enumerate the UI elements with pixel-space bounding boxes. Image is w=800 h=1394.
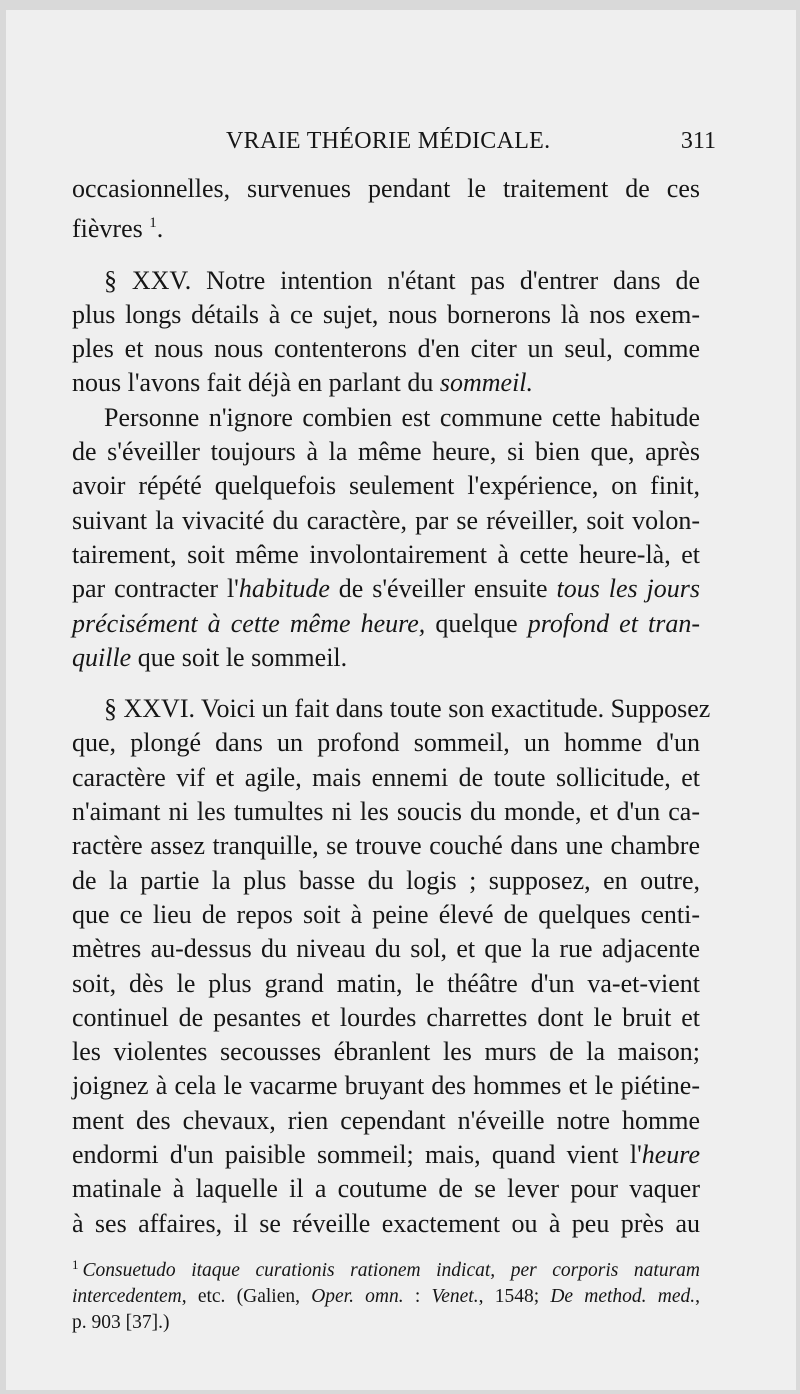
footnote-reference: 1 bbox=[149, 215, 157, 232]
paragraph-gap bbox=[72, 247, 700, 264]
text-line: ractère assez tranquille, se trouve couché dans une chambre bbox=[72, 831, 700, 861]
text-line: ples et nous nous contenterons d'en citer un seul, comme bbox=[72, 334, 700, 364]
text-line: § XXV. Notre intention n'étant pas d'entrer dans de bbox=[104, 265, 700, 295]
text-line bbox=[72, 1138, 700, 1172]
emphasis-text: heure bbox=[641, 1140, 700, 1170]
text-fragment: endormi d'un paisible sommeil; mais, quand vient l' bbox=[72, 1140, 642, 1170]
text-line: tairement, soit même involontairement à cette heure-là, et bbox=[72, 539, 700, 569]
paragraph-habit bbox=[72, 401, 700, 675]
text-line: soit, dès le plus grand matin, le théâtre d'un va-et-vient bbox=[72, 968, 700, 998]
footnote-mark: 1 bbox=[72, 1257, 79, 1272]
text-fragment: , etc. (Galien, bbox=[181, 1286, 312, 1307]
text-fragment: , 1548; bbox=[478, 1286, 551, 1307]
text-line: suivant la vivacité du caractère, par se réveiller, soit volon- bbox=[72, 505, 700, 535]
text-line: continuel de pesantes et lourdes charrettes dont le bruit et bbox=[72, 1002, 700, 1032]
text-fragment: par contracter l' bbox=[72, 574, 239, 604]
text-fragment: fièvres bbox=[72, 214, 143, 244]
footnote bbox=[72, 1252, 700, 1336]
text-line bbox=[72, 607, 700, 641]
text-line: matinale à laquelle il a coutume de se lever pour vaquer bbox=[72, 1174, 700, 1204]
page-number: 311 bbox=[680, 128, 716, 154]
text-line: caractère vif et agile, mais ennemi de toute sollicitude, et bbox=[72, 762, 700, 792]
text-line: § XXVI. Voici un fait dans toute son exactitude. Supposez bbox=[104, 694, 711, 724]
text-line: de s'éveiller toujours à la même heure, si bien que, après bbox=[72, 437, 700, 467]
text-line: plus longs détails à ce sujet, nous bornerons là nos exem- bbox=[72, 299, 700, 329]
paragraph-1 bbox=[72, 172, 700, 247]
emphasis-text: sommeil. bbox=[439, 368, 534, 398]
emphasis-text: Venet. bbox=[431, 1286, 479, 1307]
footnote-line bbox=[72, 1284, 700, 1310]
emphasis-text: De method. med. bbox=[550, 1286, 696, 1307]
text-fragment: nous l'avons fait déjà en parlant du bbox=[72, 368, 434, 398]
book-page bbox=[6, 10, 796, 1390]
text-line: joignez à cela le vacarme bruyant des hommes et le piétine- bbox=[72, 1071, 700, 1101]
text-line: ment des chevaux, rien cependant n'éveille notre homme bbox=[72, 1105, 700, 1135]
emphasis-text: quille bbox=[72, 642, 132, 672]
text-line: avoir répété quelquefois seulement l'expérience, on finit, bbox=[72, 471, 700, 501]
emphasis-text: précisément à cette même heure, bbox=[72, 608, 426, 638]
paragraph-section-xxvi bbox=[72, 692, 711, 1241]
body-text bbox=[72, 172, 711, 1241]
text-line bbox=[72, 641, 700, 675]
text-fragment: que soit le sommeil. bbox=[131, 642, 348, 672]
text-fragment: quelque bbox=[425, 608, 528, 638]
text-line: que, plongé dans un profond sommeil, un homme d'un bbox=[72, 728, 700, 758]
emphasis-text: habitude bbox=[238, 574, 330, 604]
footnote-line: p. 903 [37].) bbox=[72, 1312, 170, 1333]
text-fragment: de s'éveiller ensuite bbox=[329, 574, 557, 604]
emphasis-text: profond et tran- bbox=[527, 608, 700, 638]
text-line: les violentes secousses ébranlent les murs de la maison; bbox=[72, 1037, 700, 1067]
text-line: à ses affaires, il se réveille exactement ou à peu près au bbox=[72, 1208, 700, 1238]
text-line: n'aimant ni les tumultes ni les soucis du monde, et d'un ca- bbox=[72, 797, 700, 827]
page-header bbox=[76, 128, 716, 158]
text-line: mètres au-dessus du niveau du sol, et que la rue adjacente bbox=[72, 934, 700, 964]
text-fragment: : bbox=[403, 1286, 432, 1307]
emphasis-text: Oper. omn. bbox=[311, 1286, 404, 1307]
text-line: fièvres $^1$. bbox=[72, 214, 164, 244]
emphasis-text: tous les jours bbox=[556, 574, 701, 604]
paragraph-gap bbox=[72, 675, 700, 692]
emphasis-text: Consuetudo itaque curationis rationem indicat, per corporis naturam bbox=[82, 1260, 700, 1281]
text-line: occasionnelles, survenues pendant le traitement de ces bbox=[72, 174, 700, 203]
text-line: Personne n'ignore combien est commune cette habitude bbox=[104, 402, 700, 432]
text-line bbox=[72, 572, 700, 606]
text-fragment: , bbox=[695, 1286, 701, 1307]
paragraph-section-xxv bbox=[72, 264, 700, 401]
text-line: que ce lieu de repos soit à peine élevé de quelques centi- bbox=[72, 899, 700, 929]
running-title: VRAIE THÉORIE MÉDICALE. bbox=[226, 128, 551, 154]
text-line bbox=[72, 366, 700, 400]
footnote-line bbox=[72, 1252, 700, 1284]
text-line: de la partie la plus basse du logis ; supposez, en outre, bbox=[72, 865, 700, 895]
emphasis-text: intercedentem bbox=[72, 1286, 182, 1307]
